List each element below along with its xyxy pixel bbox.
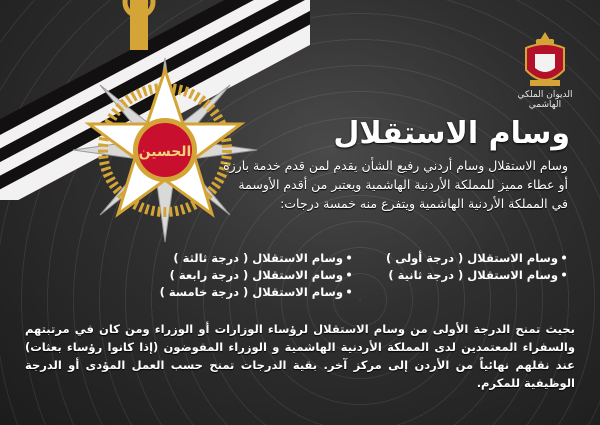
intro-line: أو عطاء مميز للمملكة الأردنية الهاشمية ويعتبر من أقدم الأوسمة: [238, 177, 568, 192]
medal-inscription: الحسين: [138, 144, 192, 160]
degrees-column-2: [155, 250, 355, 301]
bullet-icon: •: [560, 268, 568, 282]
degree-label: وسام الاستقلال ( درجة رابعة ): [169, 268, 343, 282]
intro-line: في المملكة الأردنية الهاشمية ويتفرع منه خمسة درجات:: [280, 196, 568, 211]
footer-paragraph: بحيث تمنح الدرجة الأولى من وسام الاستقلال لرؤساء الوزارات أو الوزراء ومن كان في مرتبتهم والسفراء المعتمدين لدى المملكة الأردنية الهاشمية و الوزراء المفوضون (إذا كانوا رؤساء بعثات) عند نقلهم نهائياً من الأردن إلى مركز آخر. بقية الدرجات تمنح حسب العمل المؤدى أو الدرجة الوظيفية للمكرم.: [25, 322, 575, 390]
list-item: [370, 267, 570, 284]
bullet-icon: •: [345, 268, 353, 282]
degrees-list: [150, 250, 570, 310]
crest-caption: الديوان الملكي الهاشمي: [517, 90, 573, 110]
page-title: وسام الاستقلال: [333, 116, 570, 151]
degree-label: وسام الاستقلال ( درجة خامسة ): [159, 285, 343, 299]
bullet-icon: •: [345, 251, 353, 265]
list-item: [370, 250, 570, 267]
royal-crest-icon: [520, 30, 570, 92]
intro-line: وسام الاستقلال وسام أردني رفيع الشأن يقدم لمن قدم خدمة بارزة: [223, 158, 568, 173]
list-item: [155, 267, 355, 284]
degree-label: وسام الاستقلال ( درجة ثالثة ): [173, 251, 343, 265]
bullet-icon: •: [345, 285, 353, 299]
degrees-column-1: [370, 250, 570, 284]
degree-label: وسام الاستقلال ( درجة أولى ): [385, 251, 558, 265]
list-item: [155, 284, 355, 301]
bullet-icon: •: [560, 251, 568, 265]
list-item: [155, 250, 355, 267]
degree-label: وسام الاستقلال ( درجة ثانية ): [388, 268, 558, 282]
intro-paragraph: [208, 156, 568, 213]
medal-image: [70, 55, 260, 245]
